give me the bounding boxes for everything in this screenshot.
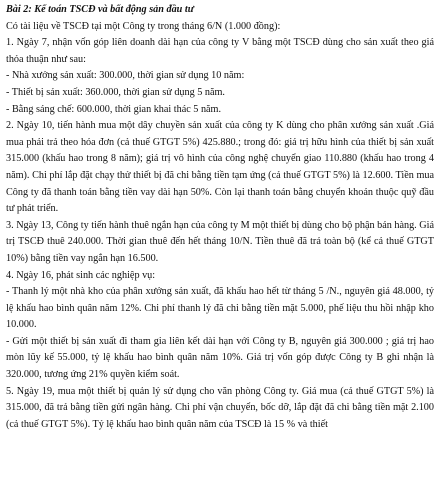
- item-4-liquidation-paragraph: - Thanh lý một nhà kho của phân xưởng sản xuất, đã khấu hao hết từ tháng 5 /N., nguyên giá 48.000, tỷ lệ khấu hao bình quân năm 12%. Chi phí thanh lý đã chi bằng tiền mặt 5.000, phế liệu thu hồi nhập kho 10.000.: [6, 286, 434, 331]
- item-4-joint-venture-paragraph: - Gửi một thiết bị sản xuất đi tham gia liên kết dài hạn với Công ty B, nguyên giá 300.000 ; giá trị hao mòn lũy kế 55.000, tỷ lệ khấu hao bình quân năm 10%. Giá trị vốn góp được Công ty B ghi nhận là 320.000, tương ứng 21% quyền kiểm soát.: [6, 335, 434, 381]
- item-1-factory-line: - Nhà xưởng sản xuất: 300.000, thời gian sử dụng 10 năm:: [6, 70, 245, 82]
- intro-paragraph: Có tài liệu về TSCĐ tại một Công ty trong tháng 6/N (1.000 đồng):: [6, 20, 281, 32]
- item-1-patent-line: - Bằng sáng chế: 600.000, thời gian khai thác 5 năm.: [6, 103, 222, 115]
- item-3-paragraph: 3. Ngày 13, Công ty tiến hành thuê ngắn hạn của công ty M một thiết bị dùng cho bộ phận bán hàng. Giá trị TSCĐ thuê 240.000. Thời gian thuê đến hết tháng 10/N. Tiền thuê đã trả toàn bộ (kể cả thuế GTGT 10%) bằng tiền vay ngắn hạn 16.500.: [6, 219, 434, 264]
- item-2-paragraph: 2. Ngày 10, tiến hành mua một dây chuyền sản xuất của công ty K dùng cho phân xưởng sản xuất .Giá mua phải trả theo hóa đơn (cả thuế GTGT 5%) 425.880.; trong đó: giá trị hữu hình của thiết bị sản xuất 315.000 (khấu hao trong 8 năm); giá trị vô hình của công nghệ chuyển giao 110.880 (khấu hao trong 4 năm). Chi phí lắp đặt chạy thử thiết bị đã chi bằng tiền tạm ứng (cả thuế GTGT 5%) là 12.600. Tiền mua Công ty đã thanh toán bằng tiền vay dài hạn 50%. Còn lại thanh toán bằng chuyển khoản thuộc quỹ đầu tư phát triển.: [6, 120, 434, 215]
- item-4-heading: 4. Ngày 16, phát sinh các nghiệp vụ:: [6, 269, 156, 281]
- item-1-paragraph: 1. Ngày 7, nhận vốn góp liên doanh dài hạn của công ty V bằng một TSCĐ dùng cho sản xuất theo giá thỏa thuận như sau:: [6, 37, 434, 65]
- item-1-equipment-line: - Thiết bị sản xuất: 360.000, thời gian sử dụng 5 năm.: [6, 86, 225, 98]
- document-page: [6, 2, 434, 433]
- item-5-paragraph: 5. Ngày 19, mua một thiết bị quản lý sử dụng cho văn phòng Công ty. Giá mua (cả thuế GTGT 5%) là 315.000, đã trả bằng tiền gửi ngân hàng. Chi phí vận chuyển, bốc dỡ, lắp đặt đã chi bằng tiền mặt 2.100 (cả thuế GTGT 5%). Tỷ lệ khấu hao bình quân năm của TSCĐ là 15 % và thiết: [6, 385, 434, 430]
- exercise-title: Bài 2: Kế toán TSCĐ và bất động sản đầu tư: [6, 4, 194, 15]
